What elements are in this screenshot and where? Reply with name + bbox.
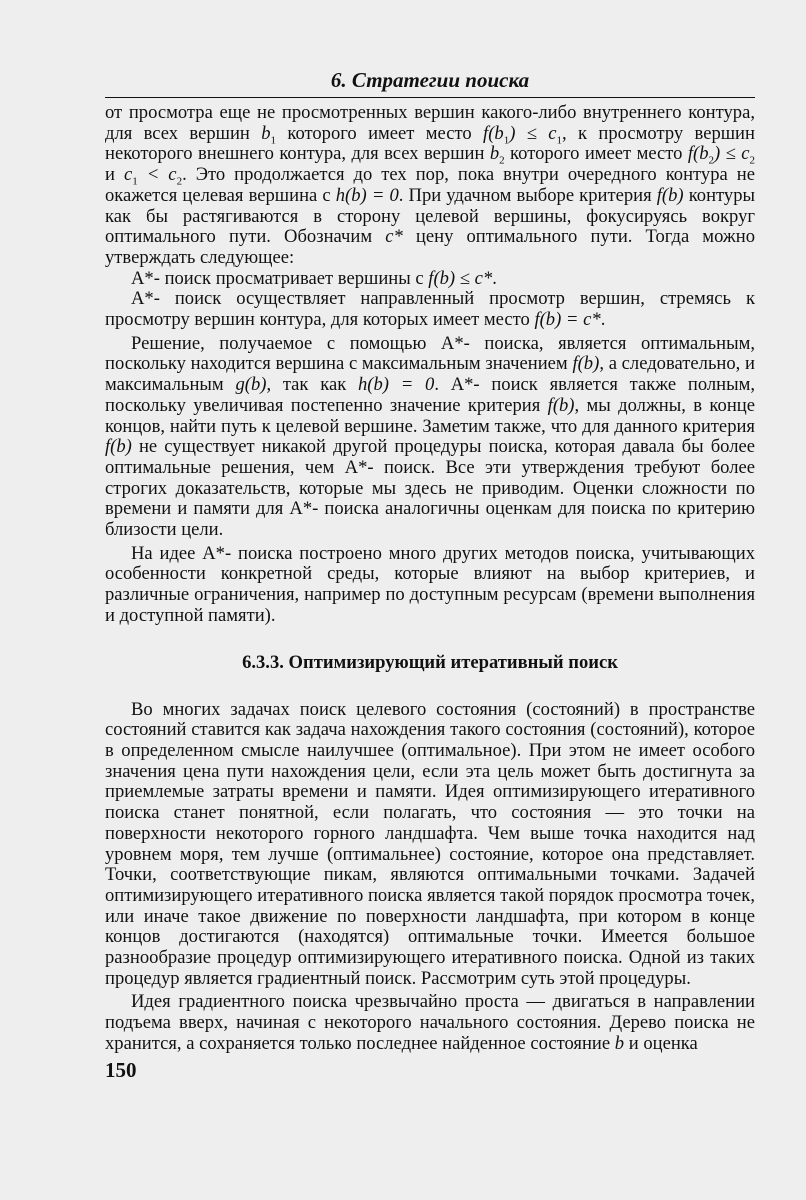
page-body xyxy=(105,103,755,1055)
paragraph-landscape: Во многих задачах поиск целевого состояния (состояний) в пространстве состояний ставится как задача нахождения такого состояния (состояний), которое в определенном смысле наилучшее (оптимальное). При этом не имеет особого значения цена пути нахождения цели, если эта цель может быть достигнута за приемлемые затраты времени и памяти. Идея оптимизирующего итеративного поиска станет понятной, если полагать, что состояния — это точки на поверхности некоторого горного ландшафта. Чем выше точка находится над уровнем моря, тем лучше (оптимальнее) состояние, которое она представляет. Точки, соответствующие пикам, являются оптимальными точками. Задачей оптимизирующего итеративного поиска является такой порядок просмотра точек, или иначе такое движение по поверхности ландшафта, при котором в конце концов достигаются (находятся) оптимальные точки. Имеется большое разнообразие процедур оптимизирующего итеративного поиска. Одной из таких процедур является градиентный поиск. Рассмотрим суть этой процедуры. xyxy=(105,698,755,989)
section-title: 6.3.3. Оптимизирующий итеративный поиск xyxy=(242,651,618,673)
running-head: 6. Стратегии поиска xyxy=(330,68,530,92)
paragraph-optimality: Решение, получаемое с помощью А*- поиска, является оптимальным, поскольку находится вершина с максимальным значением f(b), а следовательно, и максимальным g(b), так как h(b) = 0. А*- поиск является также полным, поскольку увеличивая постепенно значение критерия f(b), мы должны, в конце концов, найти путь к целевой вершине. Заметим также, что для данного критерия f(b) не существует никакой другой процедуры поиска, которая давала бы более оптимальные решения, чем А*- поиск. Все эти утверждения требуют более строгих доказательств, которые мы здесь не приводим. Оценки сложности по времени и памяти для А*- поиска аналогичны оценкам для поиска по критерию близости цели. xyxy=(105,332,756,541)
header-rule xyxy=(105,97,755,98)
paragraph-gradient: Идея градиентного поиска чрезвычайно проста — двигаться в направлении подъема вверх, начиная с некоторого начального состояния. Дерево поиска не хранится, а сохраняется только последнее найденное состояние b и оценка xyxy=(105,991,755,1054)
paragraph-contours: от просмотра еще не просмотренных вершин какого-либо внутреннего контура, для всех вершин $b_1$ которого имеет место $f(b_1) \le c_1$, к просмотру вершин некоторого внешнего контура, для всех вершин $b_2$ которого имеет место $f(b_2) \le c_2$ и $c_1 < c_2$. Это продолжается до тех пор, пока внутри очередного контура не окажется целевая вершина с h(b) = 0. При удачном выборе критерия f(b) контуры как бы растягиваются в сторону целевой вершины, фокусируясь вокруг оптимального пути. Обозначим c* цену оптимального пути. Тогда можно утверждать следующее: xyxy=(105,102,756,268)
paragraph-other-methods: На идее А*- поиска построено много других методов поиска, учитывающих особенности конкретной среды, которые влияют на выбор критериев, и различные ограничения, например по доступным ресурсам (времени выполнения и доступной памяти). xyxy=(105,542,755,626)
claim-astar-directed: A*- поиск осуществляет направленный просмотр вершин, стремясь к просмотру вершин контура, для которых имеет место f(b) = c*. xyxy=(105,288,755,331)
claim-astar-views: A*- поиск просматривает вершины с f(b) ≤ c*. xyxy=(131,267,497,289)
page-number: 150 xyxy=(105,1058,137,1082)
